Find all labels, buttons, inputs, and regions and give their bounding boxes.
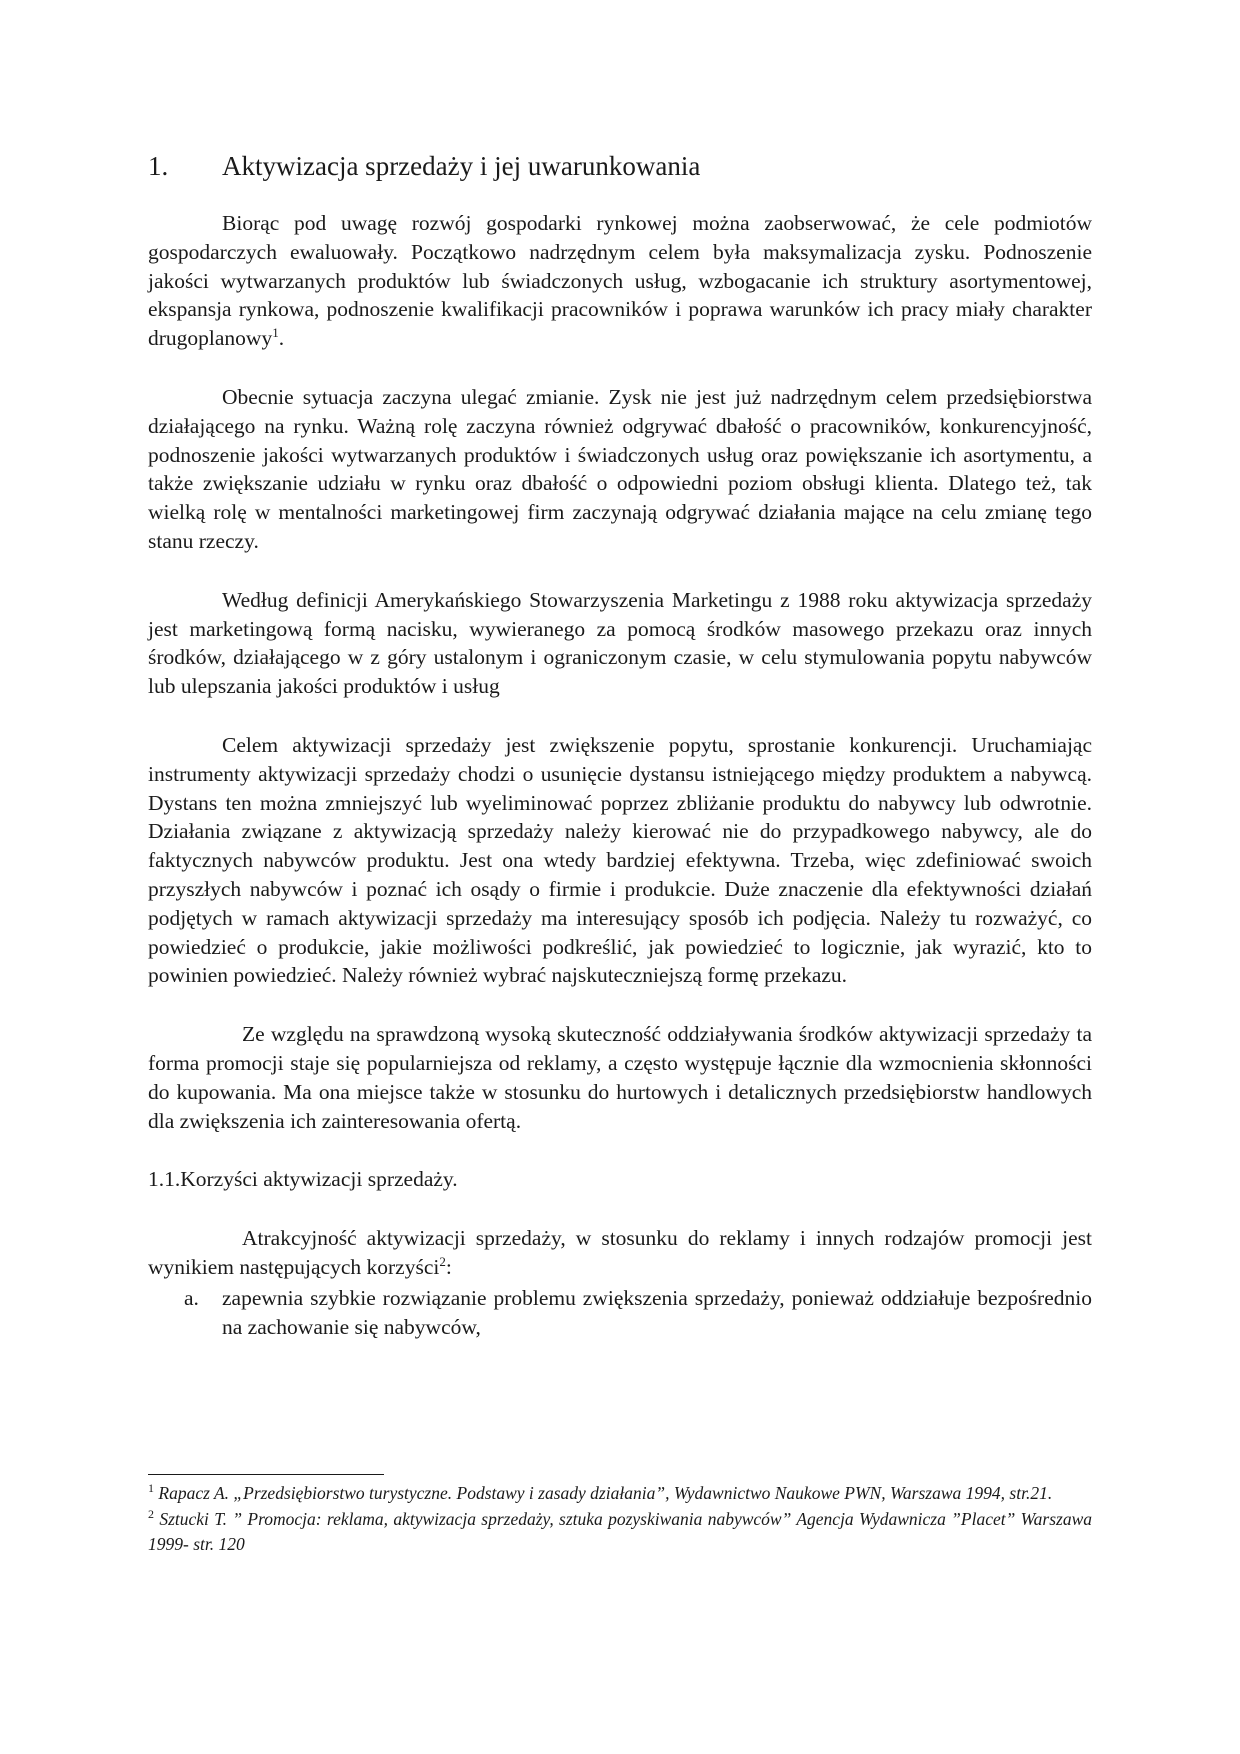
subsection-heading: 1.1.Korzyści aktywizacji sprzedaży.: [148, 1167, 458, 1192]
list-item: [184, 1284, 1092, 1342]
section-title: Aktywizacja sprzedaży i jej uwarunkowania: [222, 151, 701, 181]
intro-text: Atrakcyjność aktywizacji sprzedaży, w stosunku do reklamy i innych rodzajów promocji jest wynikiem następujących korzyści: [148, 1226, 1092, 1279]
intro-punct: :: [445, 1254, 452, 1279]
section-number: 1.: [148, 151, 169, 181]
footnote-ref-2: 2: [439, 1253, 446, 1269]
footnote-1: [148, 1481, 1092, 1507]
paragraph-3: Według definicji Amerykańskiego Stowarzyszenia Marketingu z 1988 roku aktywizacja sprzedaży jest marketingową formą nacisku, wywieranego za pomocą środków masowego przekazu oraz innych środków, działającego w z góry ustalonym i ograniczonym czasie, w celu stymulowania popytu nabywców lub ulepszania jakości produktów i usług: [148, 587, 1092, 699]
document-body: [148, 148, 1092, 1341]
list-marker: a.: [184, 1285, 199, 1310]
paragraph-2: Obecnie sytuacja zaczyna ulegać zmianie. Zysk nie jest już nadrzędnym celem przedsiębiorstwa działającego na rynku. Ważną rolę zaczyna również odgrywać dbałość o pracowników, konkurencyjność, podnoszenie jakości wytwarzanych produktów i świadczonych usług oraz powiększanie ich asortymentu, a także zwiększanie udziału w rynku oraz dbałość o odpowiedni poziom obsługi klienta. Dlatego też, tak wielką rolę w mentalności marketingowej firm zaczynają odgrywać działania mające na celu zmianę tego stanu rzeczy.: [148, 384, 1092, 553]
footnote-number: 2: [148, 1506, 154, 1521]
list-item-text: zapewnia szybkie rozwiązanie problemu zwiększenia sprzedaży, ponieważ oddziałuje bezpośrednio na zachowanie się nabywców,: [222, 1285, 1092, 1339]
footnote-separator: [148, 1474, 384, 1475]
paragraph-1: [148, 209, 1092, 353]
footnote-ref-1: 1: [272, 325, 279, 341]
footnote-number: 1: [148, 1481, 154, 1496]
section-heading: [148, 148, 1092, 184]
footnotes: [148, 1474, 1092, 1558]
paragraph-5: Ze względu na sprawdzoną wysoką skuteczność oddziaływania środków aktywizacji sprzedaży ta forma promocji staje się popularniejsza od reklamy, a często występuje łącznie dla wzmocnienia skłonności do kupowania. Ma ona miejsce także w stosunku do hurtowych i detalicznych przedsiębiorstw handlowych dla zwiększenia ich zainteresowania ofertą.: [148, 1022, 1092, 1133]
paragraph-text: Biorąc pod uwagę rozwój gospodarki rynkowej można zaobserwować, że cele podmiotów gospodarczych ewaluowały. Początkowo nadrzędnym celem była maksymalizacja zysku. Podnoszenie jakości wytwarzanych produktów lub świadczonych usług, wzbogacanie ich struktury asortymentowej, ekspansja rynkowa, podnoszenie kwalifikacji pracowników i poprawa warunków ich pracy miały charakter drugoplanowy: [148, 211, 1092, 351]
footnote-text: Rapacz A. „Przedsiębiorstwo turystyczne. Podstawy i zasady działania”, Wydawnictwo Naukowe PWN, Warszawa 1994, str.21.: [154, 1483, 1053, 1503]
benefits-intro: [148, 1224, 1092, 1282]
paragraph-punct: .: [278, 326, 285, 351]
paragraph-4: Celem aktywizacji sprzedaży jest zwiększenie popytu, sprostanie konkurencji. Uruchamiając instrumenty aktywizacji sprzedaży chodzi o usunięcie dystansu istniejącego między produktem a nabywcą. Dystans ten można zmniejszyć lub wyeliminować poprzez zbliżanie produktu do nabywcy lub odwrotnie. Działania związane z aktywizacją sprzedaży należy kierować nie do przypadkowego nabywcy, ale do faktycznych nabywców produktu. Jest ona wtedy bardziej efektywna. Trzeba, więc zdefiniować swoich przyszłych nabywców i poznać ich osądy o firmie i produkcie. Duże znaczenie dla efektywności działań podjętych w ramach aktywizacji sprzedaży ma interesujący sposób ich podjęcia. Należy tu rozważyć, co powiedzieć o produkcie, jakie możliwości podkreślić, jak powiedzieć to logicznie, jak wyrazić, kto to powinien powiedzieć. Należy również wybrać najskuteczniejszą formę przekazu.: [148, 732, 1092, 988]
footnote-text: Sztucki T. ” Promocja: reklama, aktywizacja sprzedaży, sztuka pozyskiwania nabywców” Agencja Wydawnicza ”Placet” Warszawa 1999- str. 120: [148, 1508, 1092, 1554]
footnote-2: [148, 1507, 1092, 1558]
